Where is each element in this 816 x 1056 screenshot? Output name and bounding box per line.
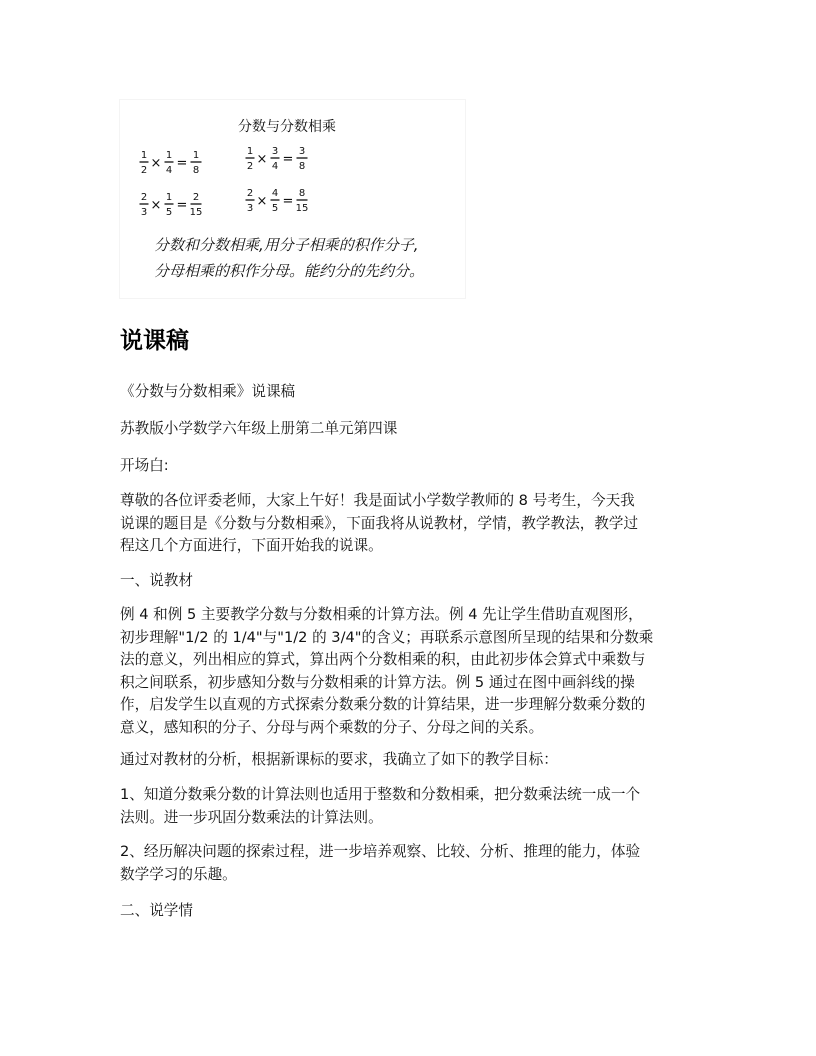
times-sign: × [256, 152, 268, 167]
fraction-numerator: 2 [246, 188, 254, 199]
fraction-numerator: 1 [140, 150, 148, 161]
fraction-denominator: 15 [189, 207, 203, 218]
equals-sign: = [282, 194, 294, 209]
text-line: 程这几个方面进行，下面开始我的说课。 [120, 537, 383, 554]
text-line: 通过对教材的分析，根据新课标的要求，我确立了如下的教学目标： [120, 751, 558, 768]
fraction-numerator: 1 [192, 150, 200, 161]
fraction-denominator: 4 [271, 161, 279, 172]
equals-sign: = [282, 152, 294, 167]
text-line: 《分数与分数相乘》说课稿 [120, 383, 296, 400]
fraction-denominator: 2 [140, 165, 148, 176]
text-line: 1、知道分数乘分数的计算法则也适用于整数和分数相乘，把分数乘法统一成一个 [120, 786, 641, 803]
equals-sign: = [176, 156, 188, 171]
fraction-denominator: 5 [165, 207, 173, 218]
paragraph-opening-label [120, 455, 700, 478]
paragraph-textbook-analysis [120, 604, 700, 739]
text-line: 二、说学情 [120, 902, 193, 919]
fraction-numerator: 1 [165, 150, 173, 161]
fraction-numerator: 1 [165, 192, 173, 203]
fraction-denominator: 5 [271, 203, 279, 214]
paragraph-goals-intro [120, 749, 700, 772]
text-line: 初步理解"1/2 的 1/4"与"1/2 的 3/4"的含义；再联系示意图所呈现的结果和分数乘 [120, 628, 654, 646]
fraction-denominator: 15 [295, 203, 309, 214]
text-line: 苏教版小学数学六年级上册第二单元第四课 [120, 420, 398, 437]
text-line: 意义，感知积的分子、分母与两个乘数的分子、分母之间的关系。 [120, 718, 544, 736]
figure-rule-line1: 分数和分数相乘,用分子相乘的积作分子, [154, 236, 419, 254]
paragraph-goal-2 [120, 841, 700, 886]
paragraph-title [120, 381, 700, 404]
fraction-denominator: 4 [165, 165, 173, 176]
fraction-denominator: 3 [140, 207, 148, 218]
fraction-numerator: 1 [246, 146, 254, 157]
text-line: 说课的题目是《分数与分数相乘》，下面我将从说教材，学情，教学教法，教学过 [120, 514, 639, 532]
times-sign: × [256, 194, 268, 209]
times-sign: × [150, 156, 162, 171]
section-heading-textbook [120, 570, 700, 593]
equations-group [140, 146, 309, 218]
fraction-denominator: 8 [192, 165, 200, 176]
fraction-numerator: 2 [140, 192, 148, 203]
text-line: 开场白: [120, 457, 169, 474]
text-line: 例 4 和例 5 主要教学分数与分数相乘的计算方法。例 4 先让学生借助直观图形， [120, 606, 643, 623]
text-line: 数学学习的乐趣。 [120, 865, 237, 883]
text-line: 法的意义，列出相应的算式，算出两个分数相乘的积，由此初步体会算式中乘数与 [120, 651, 646, 668]
fraction-numerator: 4 [271, 188, 279, 199]
fraction-numerator: 3 [298, 146, 306, 157]
times-sign: × [150, 198, 162, 213]
text-line: 2、经历解决问题的探索过程，进一步培养观察、比较、分析、推理的能力，体验 [120, 843, 641, 860]
fraction-numerator: 8 [298, 188, 306, 199]
fraction-denominator: 2 [246, 161, 254, 172]
page-heading: 说课稿 [120, 328, 189, 354]
text-line: 作，启发学生以直观的方式探索分数乘分数的计算结果，进一步理解分数乘分数的 [120, 696, 646, 713]
text-line: 法则。进一步巩固分数乘法的计算法则。 [120, 808, 383, 826]
fraction-denominator: 3 [246, 203, 254, 214]
paragraph-goal-1 [120, 784, 700, 829]
figure-rule-line2: 分母相乘的积作分母。能约分的先约分。 [154, 262, 425, 280]
paragraph-opening [120, 490, 700, 558]
handwritten-notes-image [120, 100, 465, 298]
figure-title: 分数与分数相乘 [238, 119, 336, 135]
fraction-denominator: 8 [298, 161, 306, 172]
text-line: 积之间联系，初步感知分数与分数相乘的计算方法。例 5 通过在图中画斜线的操 [120, 673, 635, 691]
equals-sign: = [176, 198, 188, 213]
handwritten-notes-svg [120, 100, 465, 298]
fraction-numerator: 3 [271, 146, 279, 157]
section-heading-students [120, 900, 700, 923]
paragraph-textbook [120, 418, 700, 441]
text-line: 尊敬的各位评委老师，大家上午好！我是面试小学数学教师的 8 号考生，今天我 [120, 492, 635, 509]
fraction-numerator: 2 [192, 192, 200, 203]
text-line: 一、说教材 [120, 572, 193, 589]
